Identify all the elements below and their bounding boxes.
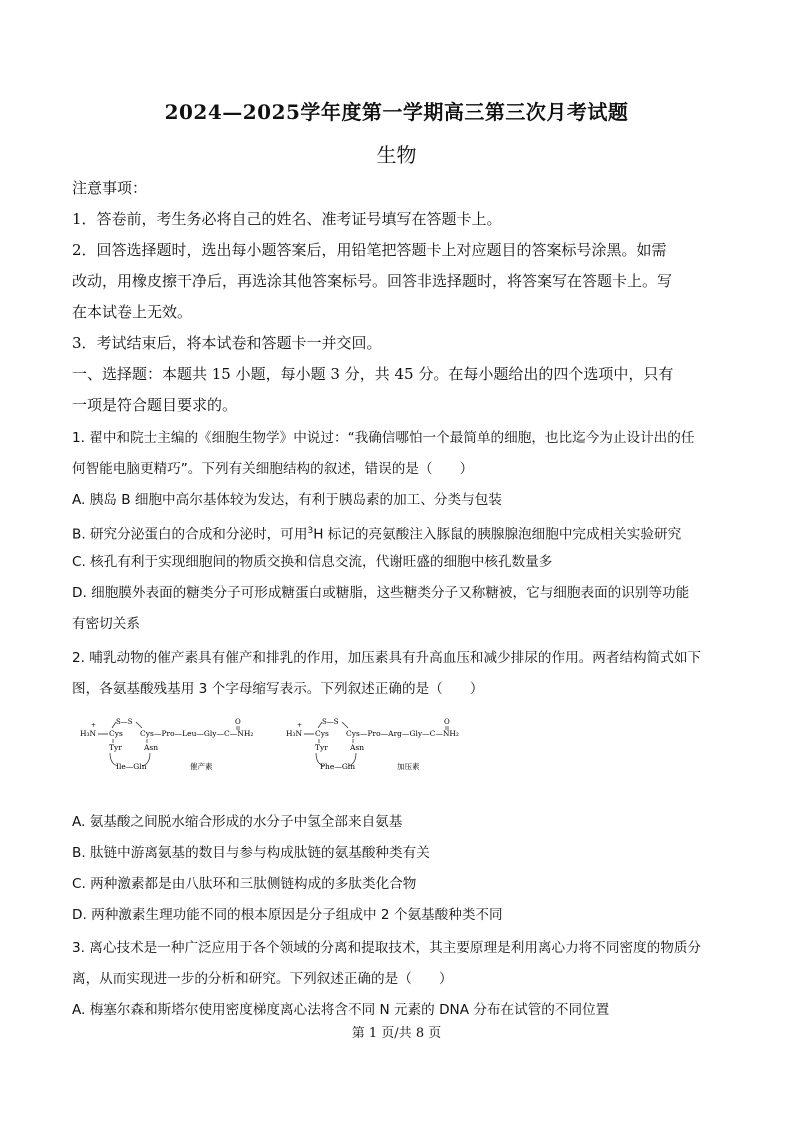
oxytocin-cys-1: Cys <box>109 729 123 738</box>
q1-option-b-post: H 标记的亮氨酸注入豚鼠的胰腺腺泡细胞中完成相关实验研究 <box>313 526 682 543</box>
vasopressin-structure <box>286 718 459 771</box>
section-1-heading-line-1: 一、选择题：本题共 15 小题，每小题 3 分，共 45 分。在每小题给出的四个选项中，只有 <box>72 365 674 383</box>
q2-stem-line-1: 2. 哺乳动物的催产素具有催产和排乳的作用，加压素具有升高血压和减少排尿的作用。两者结构简式如下 <box>72 650 702 666</box>
q3-option-a: A. 梅塞尔森和斯塔尔使用密度梯度离心法将含不同 N 元素的 DNA 分布在试管的不同位置 <box>72 1002 610 1018</box>
oxytocin-cys-2: Cys <box>140 729 154 738</box>
vasopressin-label: 加压素 <box>397 762 420 771</box>
q1-option-d-line-2: 有密切关系 <box>72 616 140 632</box>
vasopressin-cys-1: Cys <box>315 729 329 738</box>
q2-option-a: A. 氨基酸之间脱水缩合形成的水分子中氢全部来自氨基 <box>72 814 403 830</box>
vasopressin-cys-2: Cys <box>346 729 360 738</box>
exam-title: 2024—2025学年度第一学期高三第三次月考试题 <box>164 100 629 124</box>
section-1-heading-line-2: 一项是符合题目要求的。 <box>72 396 238 414</box>
notice-item-3: 3．考试结束后，将本试卷和答题卡一并交回。 <box>72 334 382 352</box>
oxytocin-structure <box>80 718 253 771</box>
q1-stem-line-1: 1. 翟中和院士主编的《细胞生物学》中说过：“我确信哪怕一个最简单的细胞，也比迄今为止设计出的任 <box>72 430 695 446</box>
oxytocin-disulfide: S—S <box>116 718 133 726</box>
oxytocin-label: 催产素 <box>190 762 213 771</box>
oxytocin-plus: + <box>91 722 97 729</box>
q1-stem-line-2: 何智能电脑更精巧”。下列有关细胞结构的叙述，错误的是（ ） <box>72 461 474 477</box>
q2-option-d: D. 两种激素生理功能不同的根本原因是分子组成中 2 个氨基酸种类不同 <box>72 907 503 923</box>
q1-option-b <box>72 521 722 545</box>
vasopressin-oxygen: O <box>444 718 450 726</box>
vasopressin-plus: + <box>297 722 303 729</box>
q2-stem-line-2: 图，各氨基酸残基用 3 个字母缩写表示。下列叙述正确的是（ ） <box>72 681 484 697</box>
vasopressin-tyr: Tyr <box>315 743 328 752</box>
oxytocin-ile-gln: Ile—Gln <box>116 762 147 771</box>
notice-heading: 注意事项： <box>72 179 148 197</box>
oxytocin-asn: Asn <box>144 743 159 752</box>
vasopressin-side-chain: —Pro—Arg—Gly—C—NH₂ <box>360 729 459 738</box>
q1-option-d-line-1: D. 细胞膜外表面的糖类分子可形成糖蛋白或糖脂，这些糖类分子又称糖被，它与细胞表面的识别等功能 <box>72 585 690 601</box>
oxytocin-side-chain: —Pro—Leu—Gly—C—NH₂ <box>154 729 254 738</box>
oxytocin-h3n: H₃N <box>80 729 97 738</box>
notice-item-1: 1．答卷前，考生务必将自己的姓名、准考证号填写在答题卡上。 <box>72 210 502 228</box>
q1-option-a: A. 胰岛 B 细胞中高尔基体较为发达，有利于胰岛素的加工、分类与包装 <box>72 492 502 508</box>
oxytocin-oxygen: O <box>235 718 241 726</box>
notice-item-2-line-2: 改动，用橡皮擦干净后，再选涂其他答案标号。回答非选择题时，将答案写在答题卡上。写 <box>72 272 673 290</box>
q1-option-b-sup: 3 <box>307 526 314 536</box>
q2-option-b: B. 肽链中游离氨基的数目与参与构成肽链的氨基酸种类有关 <box>72 845 430 861</box>
vasopressin-disulfide: S—S <box>322 718 339 726</box>
page-footer: 第 1 页/共 8 页 <box>351 1026 442 1041</box>
peptide-structure-diagram <box>72 712 492 776</box>
notice-item-2-line-1: 2．回答选择题时，选出每小题答案后，用铅笔把答题卡上对应题目的答案标号涂黑。如需 <box>72 241 667 259</box>
vasopressin-phe-gln: Phe—Gln <box>320 762 356 771</box>
q1-option-c: C. 核孔有利于实现细胞间的物质交换和信息交流，代谢旺盛的细胞中核孔数量多 <box>72 554 553 570</box>
q3-stem-line-2: 离，从而实现进一步的分析和研究。下列叙述正确的是（ ） <box>72 971 453 987</box>
vasopressin-h3n: H₃N <box>286 729 303 738</box>
q2-option-c: C. 两种激素都是由八肽环和三肽侧链构成的多肽类化合物 <box>72 876 417 892</box>
oxytocin-tyr: Tyr <box>109 743 122 752</box>
subject-title: 生物 <box>376 143 417 167</box>
q1-option-b-pre: B. 研究分泌蛋白的合成和分泌时，可用 <box>72 526 308 543</box>
q3-stem-line-1: 3. 离心技术是一种广泛应用于各个领域的分离和提取技术，其主要原理是利用离心力将不同密度的物质分 <box>72 940 702 956</box>
notice-item-2-line-3: 在本试卷上无效。 <box>72 303 193 321</box>
vasopressin-asn: Asn <box>350 743 365 752</box>
